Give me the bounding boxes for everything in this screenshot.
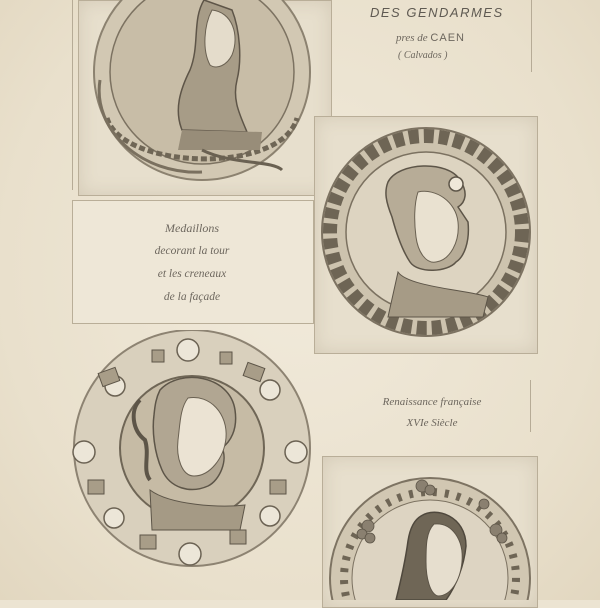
medallion-4-portrait-vine (326, 466, 536, 600)
frame-rule-right-top (531, 0, 532, 72)
plate-title: DES GENDARMES (370, 5, 504, 20)
caption-left-line-3: et les creneaux (157, 268, 227, 280)
location-city: CAEN (430, 32, 465, 44)
caption-right-line-1: Renaissance française (382, 396, 482, 408)
caption-left-line-4: de la façade (163, 291, 221, 303)
location-region: ( Calvados ) (398, 50, 448, 61)
frame-rule-right-mid (530, 380, 531, 432)
location-line (396, 32, 465, 44)
caption-left-line-2: decorant la tour (154, 245, 230, 257)
frame-rule-top-left (72, 0, 73, 190)
caption-left-line-1: Medaillons (165, 221, 219, 235)
caption-left (122, 217, 262, 309)
medallion-1-portrait-woman-hood (82, 0, 326, 190)
caption-right-line-2: XVIe Siècle (406, 417, 458, 429)
caption-right (352, 392, 512, 434)
medallion-3-portrait-studded-ring (70, 330, 322, 582)
medallion-2-portrait-wreath (318, 122, 534, 346)
location-prefix: pres de (396, 32, 428, 44)
